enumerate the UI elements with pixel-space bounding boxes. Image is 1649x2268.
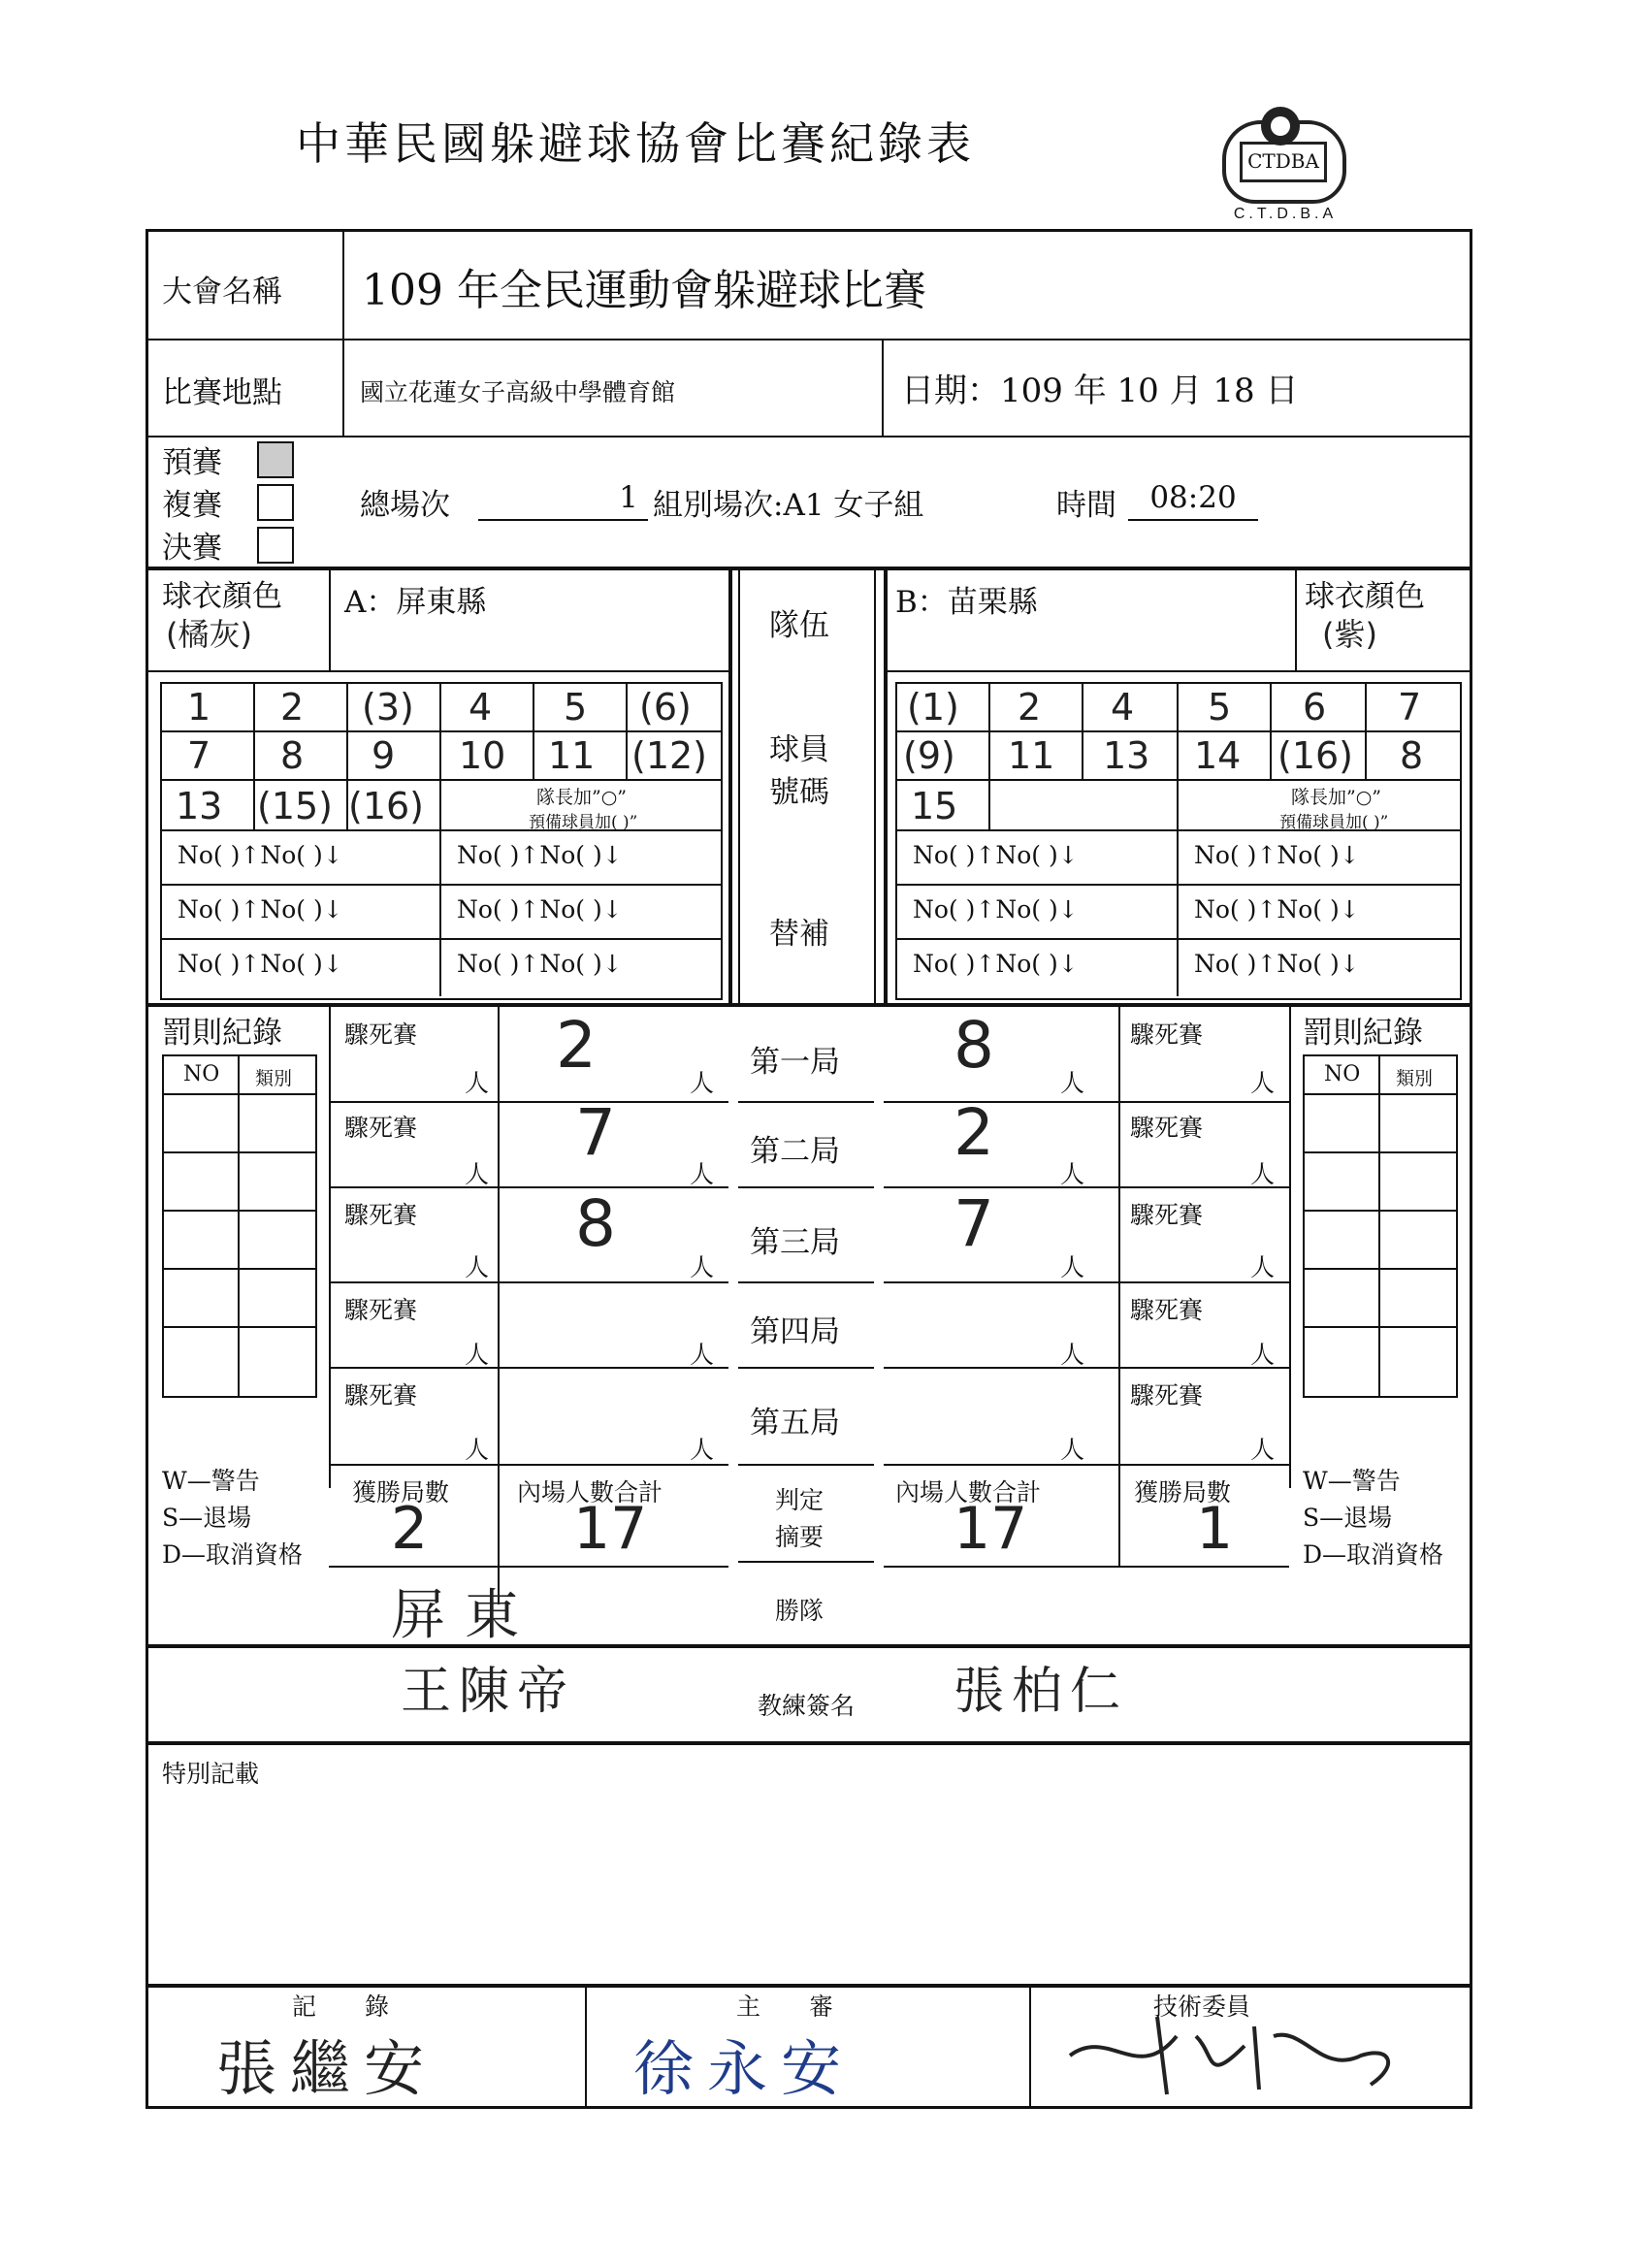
event-name-label: 大會名稱: [162, 275, 282, 309]
referee-label: 主 審: [736, 1993, 834, 2021]
stage-final-label: 決賽: [162, 531, 222, 566]
special-notes-label: 特別記載: [162, 1760, 260, 1788]
team-a-penalty-table: [162, 1054, 317, 1398]
team-a-set2-person: 人: [690, 1160, 715, 1188]
team-a-penalty-label: 罰則紀錄: [162, 1016, 282, 1051]
stage-final-checkbox[interactable]: [257, 527, 294, 564]
event-name-value: 109 年全民運動會躲避球比賽: [362, 266, 926, 315]
set2-label: 第二局: [750, 1134, 840, 1169]
team-b-number: 15: [911, 785, 958, 827]
team-a-sudden-death-label: 驟死賽: [344, 1201, 418, 1229]
team-a-number: (15): [257, 785, 334, 827]
team-a-sudden-death-label: 驟死賽: [344, 1021, 418, 1049]
team-a-set3-person: 人: [690, 1253, 715, 1281]
team-a-set4-person: 人: [690, 1341, 715, 1369]
team-a-sub-row: No( )↑No( )↓: [178, 950, 343, 978]
team-column-label: 隊伍: [769, 608, 829, 643]
judgement-label-2: 摘要: [775, 1523, 824, 1551]
team-b-number: 5: [1208, 686, 1232, 729]
team-b-number: 13: [1103, 734, 1150, 777]
player-number-label-2: 號碼: [769, 775, 829, 810]
coach-sign-label: 教練簽名: [758, 1692, 856, 1720]
team-a-number: 2: [280, 686, 305, 729]
team-b-sub-row: No( )↑No( )↓: [1194, 950, 1360, 978]
team-b-penalty-label: 罰則紀錄: [1303, 1016, 1423, 1051]
team-b-captain-note: 隊長加”○”: [1291, 787, 1382, 808]
match-date: 日期：109 年 10 月 18 日: [901, 372, 1299, 410]
team-b-sudden-death-person: 人: [1250, 1436, 1276, 1464]
team-a-jersey-color: (橘灰): [166, 616, 252, 653]
team-b-sets-won: 1: [1196, 1495, 1234, 1563]
team-b-penalty-type-header: 類別: [1396, 1068, 1434, 1089]
team-b-inner-total-label: 內場人數合計: [895, 1478, 1042, 1507]
team-b-sub-row: No( )↑No( )↓: [913, 841, 1079, 869]
team-a-sudden-death-label: 驟死賽: [344, 1114, 418, 1142]
team-a-penalty-no-header: NO: [183, 1062, 220, 1086]
team-a-number: 13: [176, 785, 223, 827]
logo-inner-text: CTDBA: [1240, 142, 1327, 182]
winner-team: 屏東: [391, 1584, 538, 1647]
team-b-number: 11: [1008, 734, 1055, 777]
team-b-sub-row: No( )↑No( )↓: [1194, 895, 1360, 923]
team-b-sudden-death-label: 驟死賽: [1130, 1201, 1204, 1229]
logo-abbreviation: C.T.D.B.A: [1233, 206, 1338, 222]
team-a-sub-row: No( )↑No( )↓: [457, 841, 623, 869]
time-value: 08:20: [1149, 480, 1237, 515]
team-b-number: 4: [1111, 686, 1135, 729]
team-a-set3-score: 8: [575, 1186, 616, 1261]
stage-preliminary-checkbox[interactable]: [257, 441, 294, 478]
team-b-name: B：苗栗縣: [895, 585, 1038, 620]
team-b-number: (9): [903, 734, 955, 777]
team-a-sub-row: No( )↑No( )↓: [457, 895, 623, 923]
team-b-number: (1): [907, 686, 959, 729]
team-b-inner-total: 17: [954, 1495, 1028, 1563]
team-a-sets-won-label: 獲勝局數: [352, 1478, 450, 1507]
team-b-number: 2: [1018, 686, 1042, 729]
team-b-set1-score: 8: [954, 1008, 994, 1083]
team-a-sudden-death-person: 人: [465, 1069, 490, 1097]
team-a-jersey-label: 球衣顏色: [162, 579, 282, 614]
team-a-reserve-note: 預備球員加( )”: [529, 813, 638, 832]
team-a-inner-total: 17: [573, 1495, 648, 1563]
team-b-sudden-death-person: 人: [1250, 1069, 1276, 1097]
team-b-number: (16): [1277, 734, 1354, 777]
team-a-sub-row: No( )↑No( )↓: [178, 841, 343, 869]
set4-label: 第四局: [750, 1314, 840, 1349]
team-b-set2-person: 人: [1060, 1160, 1085, 1188]
team-b-sets-won-label: 獲勝局數: [1134, 1478, 1232, 1507]
venue-label: 比賽地點: [162, 375, 282, 410]
team-a-captain-note: 隊長加”○”: [536, 787, 628, 808]
team-b-penalty-table: [1303, 1054, 1458, 1398]
team-a-number: 1: [187, 686, 211, 729]
team-b-sudden-death-person: 人: [1250, 1341, 1276, 1369]
venue-value: 國立花蓮女子高級中學體育館: [360, 378, 676, 406]
team-b-coach-signature: 張柏仁: [954, 1663, 1129, 1721]
group-match: 組別場次:A1 女子組: [653, 488, 924, 523]
substitution-label: 替補: [769, 917, 829, 952]
team-b-legend-disqualify: D—取消資格: [1303, 1540, 1444, 1569]
team-b-number: 8: [1400, 734, 1424, 777]
winner-label: 勝隊: [775, 1597, 824, 1625]
team-b-sudden-death-label: 驟死賽: [1130, 1021, 1204, 1049]
team-b-set3-score: 7: [954, 1186, 994, 1261]
judgement-label-1: 判定: [775, 1486, 824, 1514]
team-a-sub-row: No( )↑No( )↓: [457, 950, 623, 978]
stage-semifinal-label: 複賽: [162, 488, 222, 523]
team-a-sudden-death-person: 人: [465, 1436, 490, 1464]
total-match-value: 1: [619, 480, 638, 515]
team-a-number: 11: [548, 734, 596, 777]
team-b-set5-person: 人: [1060, 1436, 1085, 1464]
team-a-number: 5: [564, 686, 588, 729]
form-title: 中華民國躲避球協會比賽紀錄表: [296, 117, 975, 170]
team-a-sudden-death-person: 人: [465, 1253, 490, 1281]
team-b-sudden-death-person: 人: [1250, 1160, 1276, 1188]
team-a-number: (3): [362, 686, 414, 729]
team-a-number: (12): [631, 734, 708, 777]
stage-semifinal-checkbox[interactable]: [257, 484, 294, 521]
team-b-sudden-death-label: 驟死賽: [1130, 1114, 1204, 1142]
team-a-set1-score: 2: [556, 1008, 597, 1083]
total-match-label: 總場次: [360, 488, 450, 523]
referee-signature: 徐永安: [633, 2033, 856, 2104]
team-b-legend-warning: W—警告: [1303, 1467, 1401, 1495]
team-a-legend-warning: W—警告: [162, 1467, 260, 1495]
team-b-set2-score: 2: [954, 1095, 994, 1170]
team-a-sudden-death-label: 驟死賽: [344, 1296, 418, 1324]
team-a-set5-person: 人: [690, 1436, 715, 1464]
team-b-sub-row: No( )↑No( )↓: [913, 895, 1079, 923]
team-b-number: 14: [1194, 734, 1242, 777]
team-b-number: 7: [1398, 686, 1422, 729]
team-a-legend-ejection: S—退場: [162, 1504, 252, 1532]
team-a-penalty-type-header: 類別: [255, 1068, 293, 1089]
set5-label: 第五局: [750, 1406, 840, 1441]
set1-label: 第一局: [750, 1045, 840, 1080]
technical-delegate-signature: [1051, 1997, 1439, 2104]
team-a-coach-signature: 王陳帝: [401, 1663, 576, 1721]
team-a-number: 4: [469, 686, 493, 729]
team-b-set3-person: 人: [1060, 1253, 1085, 1281]
stage-preliminary-label: 預賽: [162, 445, 222, 480]
team-a-number: (16): [348, 785, 425, 827]
team-b-sudden-death-label: 驟死賽: [1130, 1296, 1204, 1324]
team-b-legend-ejection: S—退場: [1303, 1504, 1393, 1532]
team-a-set2-score: 7: [575, 1095, 616, 1170]
team-b-sub-row: No( )↑No( )↓: [913, 950, 1079, 978]
team-a-number: 9: [372, 734, 396, 777]
team-a-sudden-death-person: 人: [465, 1160, 490, 1188]
team-a-number: 8: [280, 734, 305, 777]
technical-delegate-label: 技術委員: [1153, 1993, 1251, 2021]
association-logo: [1203, 116, 1368, 233]
team-b-jersey-label: 球衣顏色: [1305, 579, 1425, 614]
team-a-legend-disqualify: D—取消資格: [162, 1540, 304, 1569]
team-a-inner-total-label: 內場人數合計: [517, 1478, 663, 1507]
set3-label: 第三局: [750, 1225, 840, 1260]
record-form: [146, 229, 1472, 2109]
team-a-number: 7: [187, 734, 211, 777]
team-a-set1-person: 人: [690, 1069, 715, 1097]
team-a-sudden-death-person: 人: [465, 1341, 490, 1369]
team-b-reserve-note: 預備球員加( )”: [1279, 813, 1389, 832]
team-b-number: 6: [1303, 686, 1327, 729]
team-b-penalty-no-header: NO: [1324, 1062, 1361, 1086]
plum-flower-icon: [1261, 107, 1300, 146]
team-a-sudden-death-label: 驟死賽: [344, 1381, 418, 1409]
time-label: 時間: [1056, 488, 1116, 523]
team-a-name: A：屏東縣: [344, 585, 487, 620]
recorder-signature: 張繼安: [216, 2033, 438, 2104]
team-b-sudden-death-person: 人: [1250, 1253, 1276, 1281]
recorder-label: 記 錄: [292, 1993, 390, 2021]
team-b-set1-person: 人: [1060, 1069, 1085, 1097]
team-b-sub-row: No( )↑No( )↓: [1194, 841, 1360, 869]
team-a-sets-won: 2: [391, 1495, 429, 1563]
team-b-sudden-death-label: 驟死賽: [1130, 1381, 1204, 1409]
player-number-label-1: 球員: [769, 732, 829, 767]
team-a-number: (6): [639, 686, 692, 729]
team-b-set4-person: 人: [1060, 1341, 1085, 1369]
team-a-number: 10: [459, 734, 506, 777]
team-a-sub-row: No( )↑No( )↓: [178, 895, 343, 923]
team-b-jersey-color: (紫): [1322, 616, 1377, 653]
